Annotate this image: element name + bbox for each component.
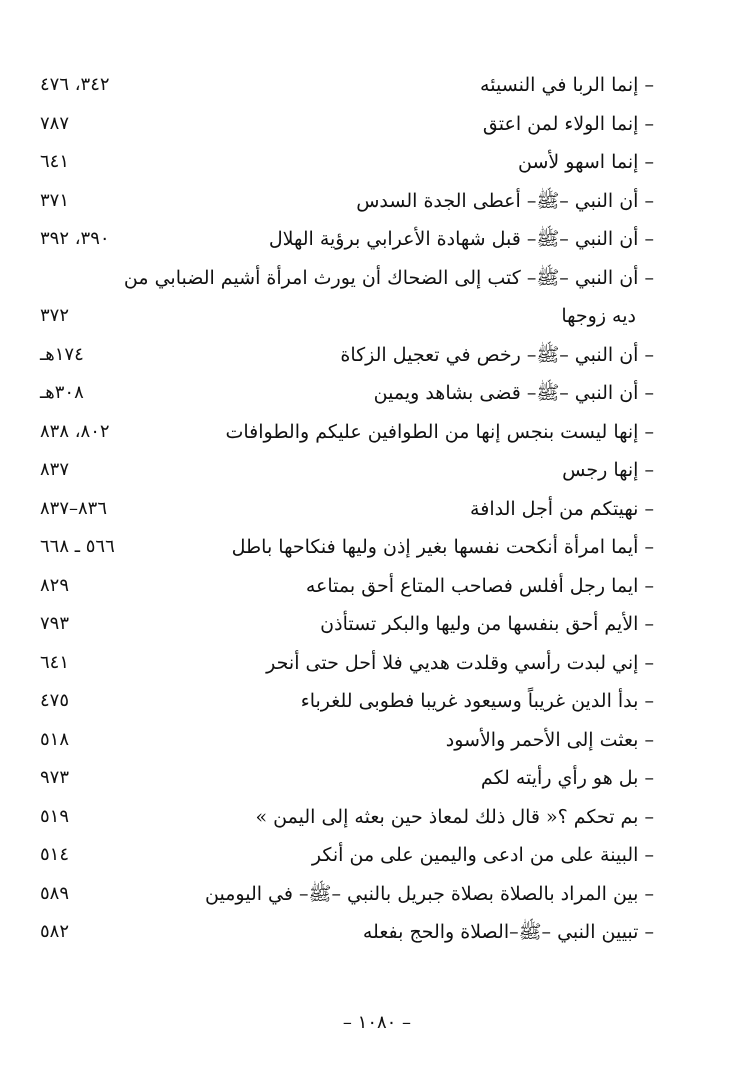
- entry-pages: ٧٨٧: [40, 112, 70, 134]
- index-entry: [40, 798, 654, 837]
- entry-pages: ٥٦٦ ـ ٦٦٨: [40, 536, 115, 557]
- index-entry: [40, 682, 654, 721]
- index-entry: [40, 721, 654, 760]
- entry-pages: ٣٧١: [40, 189, 70, 211]
- entry-pages: ٥١٨: [40, 728, 70, 750]
- index-entry: [40, 143, 654, 182]
- entry-text: – ايما رجل أفلس فصاحب المتاع أحق بمتاعه: [305, 574, 654, 597]
- index-entry: [40, 875, 654, 914]
- index-entry: [40, 105, 654, 144]
- entry-text: – إنما اسهو لأسن: [518, 151, 654, 173]
- entry-text: – أن النبي –ﷺ– رخص في تعجيل الزكاة: [340, 343, 654, 366]
- entry-pages: ٣٩٠، ٣٩٢: [40, 228, 110, 249]
- index-entry: [40, 644, 654, 683]
- entry-pages: ٦٤١: [40, 651, 70, 673]
- entry-pages: ٣٤٢، ٤٧٦: [40, 74, 110, 95]
- entry-text: – نهيتكم من أجل الدافة: [470, 497, 654, 520]
- index-entry: [40, 182, 654, 221]
- index-entry: [40, 836, 654, 875]
- entry-pages: ٥٨٢: [40, 921, 70, 942]
- entry-pages: ٦٤١: [40, 151, 70, 172]
- entry-pages: ٨٣٧: [40, 459, 70, 480]
- index-entry: [40, 336, 654, 375]
- entry-text: – أن النبي –ﷺ– أعطى الجدة السدس: [356, 189, 654, 212]
- entry-pages: ٣٠٨هـ: [40, 382, 84, 403]
- entry-pages: ٨٣٦–٨٣٧: [40, 497, 108, 519]
- entry-text: – بم تحكم ؟« قال ذلك لمعاذ حين بعثه إلى اليمن »: [255, 805, 654, 828]
- index-entry: [40, 259, 654, 336]
- entry-text-continuation: ديه زوجها: [561, 305, 636, 327]
- index-entry: [40, 490, 654, 529]
- entry-pages: ١٧٤هـ: [40, 343, 84, 365]
- index-entry: [40, 528, 654, 567]
- entry-text: – بدأ الدين غريباً وسيعود غريبا فطوبى للغرباء: [300, 690, 654, 712]
- entry-pages: ٧٩٣: [40, 613, 70, 634]
- entry-text: – إنما الربا في النسيئه: [480, 74, 654, 96]
- index-entry: [40, 374, 654, 413]
- index-entry: [40, 605, 654, 644]
- index-entry: [40, 913, 654, 952]
- entry-pages: ٨٢٩: [40, 574, 70, 596]
- entry-pages: ٥١٤: [40, 844, 70, 865]
- entry-pages: ٥١٩: [40, 805, 70, 827]
- entry-text-line: – أن النبي –ﷺ– كتب إلى الضحاك أن يورث امرأة أشيم الضبابي من: [123, 266, 654, 289]
- page-number: – ١٠٨٠ –: [342, 1012, 412, 1033]
- entry-pages: ٨٠٢، ٨٣٨: [40, 420, 110, 442]
- entry-pages: ٩٧٣: [40, 767, 70, 788]
- entry-text: – تبيين النبي –ﷺ–الصلاة والحج بفعله: [362, 921, 654, 943]
- entry-text: – البينة على من ادعى واليمين على من أنكر: [311, 844, 654, 866]
- index-entry: [40, 220, 654, 259]
- index-entry: [40, 567, 654, 606]
- entry-text: – بعثت إلى الأحمر والأسود: [445, 728, 654, 751]
- entry-text: [85, 259, 654, 336]
- entry-text: – بل هو رأي رأيته لكم: [480, 767, 654, 789]
- entry-text: – إني لبدت رأسي وقلدت هديي فلا أحل حتى أنحر: [266, 651, 654, 674]
- index-entry: [40, 66, 654, 105]
- index-entry: [40, 413, 654, 452]
- index-entry: [40, 451, 654, 490]
- entry-text: – أن النبي –ﷺ– قضى بشاهد ويمين: [373, 382, 654, 404]
- hadith-index-list: [40, 66, 654, 952]
- entry-pages: ٤٧٥: [40, 690, 70, 711]
- entry-text: – الأيم أحق بنفسها من وليها والبكر تستأذن: [320, 613, 654, 635]
- index-entry: [40, 759, 654, 798]
- entry-text: – إنما الولاء لمن اعتق: [482, 112, 654, 135]
- entry-text: – بين المراد بالصلاة بصلاة جبريل بالنبي –ﷺ– في اليومين: [205, 882, 654, 905]
- entry-text: – إنها رجس: [562, 459, 654, 481]
- entry-text: – إنها ليست بنجس إنها من الطوافين عليكم والطوافات: [225, 420, 654, 443]
- entry-text: – أن النبي –ﷺ– قبل شهادة الأعرابي برؤية الهلال: [268, 228, 654, 250]
- entry-pages: ٥٨٩: [40, 882, 70, 904]
- entry-text: – أيما امرأة أنكحت نفسها بغير إذن وليها فنكاحها باطل: [231, 536, 654, 558]
- entry-pages: ٣٧٢: [40, 305, 70, 326]
